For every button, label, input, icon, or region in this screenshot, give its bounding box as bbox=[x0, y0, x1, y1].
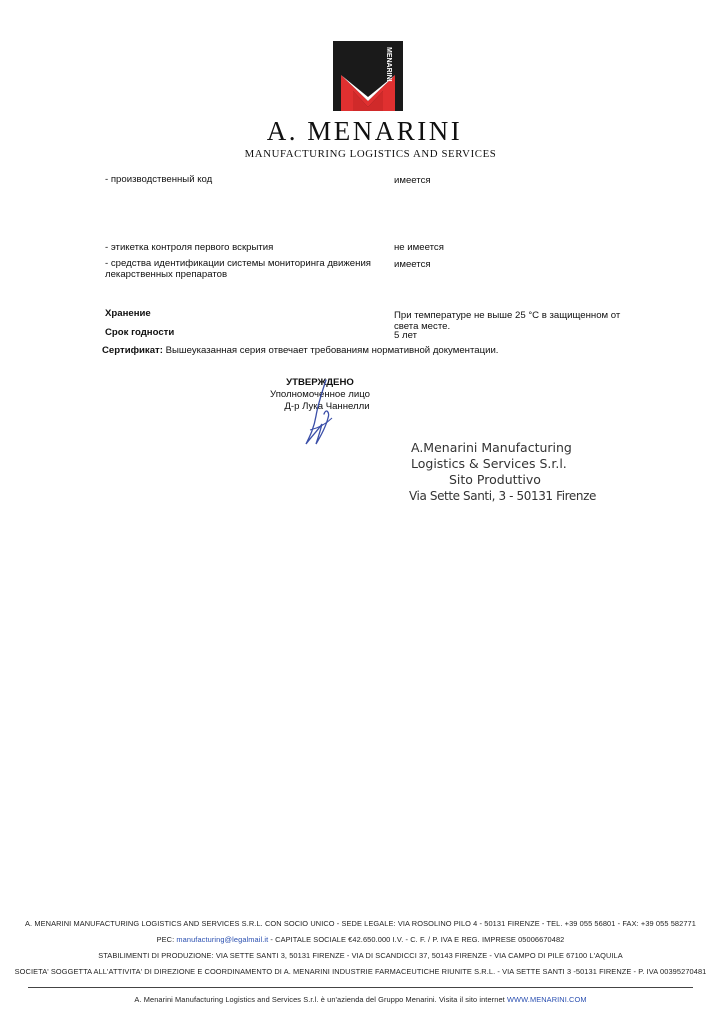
approval-name: Д-р Лука Чаннелли bbox=[284, 401, 370, 412]
certificate-line bbox=[102, 345, 498, 356]
footer-bottom bbox=[0, 995, 721, 1005]
storage-value: При температуре не выше 25 °С в защищенном от света месте. bbox=[394, 310, 621, 332]
shelf-life-label: Срок годности bbox=[105, 327, 175, 338]
company-subtitle: MANUFACTURING LOGISTICS AND SERVICES bbox=[244, 148, 497, 160]
item-label-tracking-means: - средства идентификации системы мониторинга движения лекарственных препаратов bbox=[105, 258, 371, 280]
storage-label: Хранение bbox=[105, 308, 151, 319]
shelf-life-value: 5 лет bbox=[394, 330, 418, 341]
item-label-production-code: - производственный код bbox=[105, 174, 213, 185]
company-name: A. MENARINI bbox=[266, 116, 463, 146]
company-stamp bbox=[409, 440, 596, 504]
approval-role: Уполномоченное лицо bbox=[270, 389, 370, 400]
signature-image bbox=[296, 378, 346, 448]
footer-website-link[interactable]: WWW.MENARINI.COM bbox=[506, 995, 587, 1004]
footer-divider bbox=[28, 987, 693, 988]
logo-text: MENARINI bbox=[385, 47, 392, 82]
certificate-label: Сертификат: bbox=[102, 345, 163, 356]
footer-line-3: STABILIMENTI DI PRODUZIONE: VIA SETTE SANTI 3, 50131 FIRENZE - VIA DI SCANDICCI 37, 50143 FIRENZE - VIA CAMPO DI PILE 67100 L'AQUILA bbox=[98, 951, 623, 960]
item-value-tamper-label: не имеется bbox=[394, 242, 444, 253]
item-value-tracking-means: имеется bbox=[394, 259, 431, 270]
footer-line-2 bbox=[0, 935, 721, 945]
footer-pec-email-link[interactable]: manufacturing@legalmail.it bbox=[176, 935, 269, 944]
menarini-logo-icon bbox=[333, 41, 403, 111]
footer-capital-info: - CAPITALE SOCIALE €42.650.000 I.V. - C. F. / P. IVA E REG. IMPRESE 05006670482 bbox=[268, 935, 565, 944]
footer-line-4: SOCIETA' SOGGETTA ALL'ATTIVITA' DI DIREZIONE E COORDINAMENTO DI A. MENARINI INDUSTRIE FARMACEUTICHE RIUNITE S.R.L. - VIA SETTE SANTI 3 -50131 FIRENZE - P. IVA 00395270481 bbox=[14, 967, 707, 976]
item-value-production-code: имеется bbox=[394, 175, 431, 186]
footer-bottom-text: A. Menarini Manufacturing Logistics and Services S.r.l. è un'azienda del Gruppo Menarini. Visita il sito internet bbox=[134, 995, 507, 1004]
item-label-tamper-label: - этикетка контроля первого вскрытия bbox=[105, 242, 274, 253]
footer-line-1: A. MENARINI MANUFACTURING LOGISTICS AND SERVICES S.R.L. CON SOCIO UNICO - SEDE LEGALE: VIA ROSOLINO PILO 4 - 50131 FIRENZE - TEL. +39 055 56801 - FAX: +39 055 582771 bbox=[25, 919, 696, 928]
stamp-line-4: Via Sette Santi, 3 - 50131 Firenze bbox=[409, 489, 596, 503]
stamp-line-2: Logistics & Services S.r.l. bbox=[411, 456, 567, 471]
stamp-line-3: Sito Produttivo bbox=[449, 472, 541, 487]
certificate-text: Вышеуказанная серия отвечает требованиям нормативной документации. bbox=[165, 345, 499, 356]
stamp-line-1: A.Menarini Manufacturing bbox=[411, 440, 572, 455]
approval-title: УТВЕРЖДЕНО bbox=[286, 377, 354, 388]
footer-pec-prefix: PEC: bbox=[156, 935, 177, 944]
